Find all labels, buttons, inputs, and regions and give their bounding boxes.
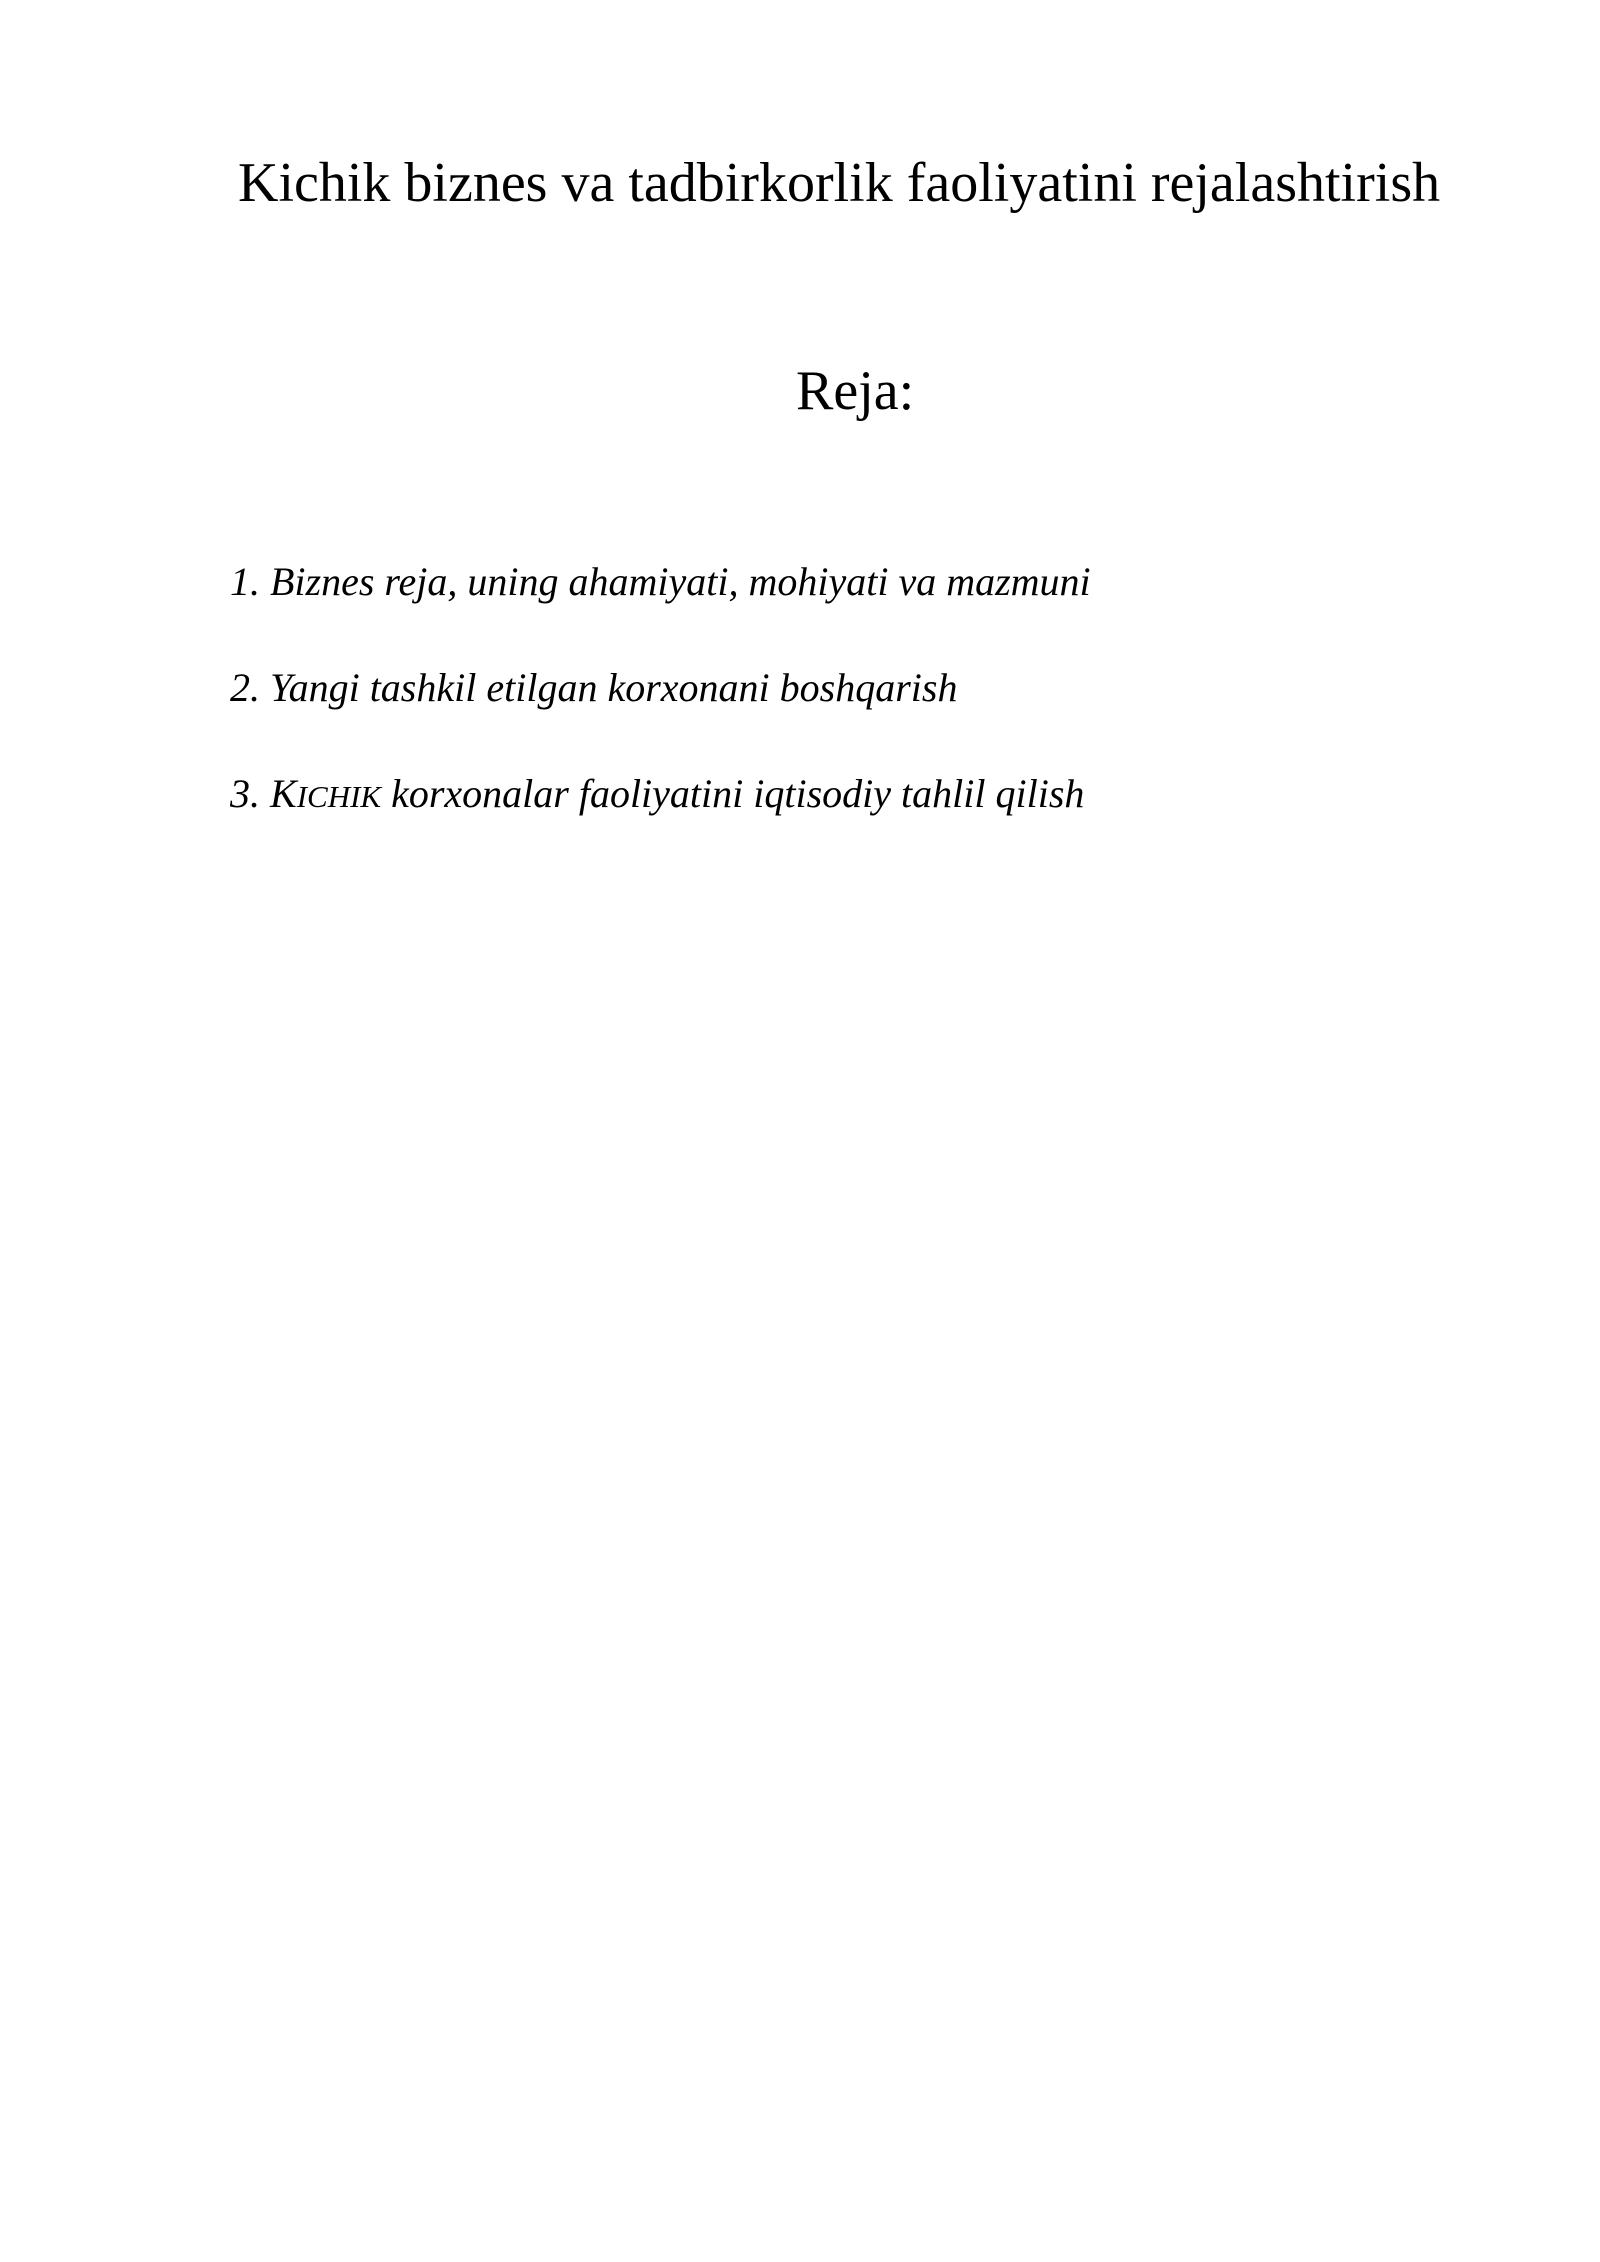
plan-item-text: Biznes reja, uning ahamiyati, mohiyati va mazmuni xyxy=(270,559,1091,604)
plan-item-text: Yangi tashkil etilgan korxonani boshqarish xyxy=(270,665,958,710)
plan-item-text: korxonalar faoliyatini iqtisodiy tahlil qilish xyxy=(391,771,1085,816)
plan-item-smallcaps: ICHIK xyxy=(296,779,382,814)
plan-item-initial: K xyxy=(270,771,297,816)
plan-list xyxy=(230,559,1091,883)
plan-item-2 xyxy=(230,665,1091,710)
plan-heading: Reja: xyxy=(796,360,915,422)
plan-item-1 xyxy=(230,559,1091,604)
document-title: Kichik biznes va tadbirkorlik faoliyatini rejalashtirish xyxy=(238,152,1441,214)
plan-item-3 xyxy=(230,771,1091,817)
plan-item-number: 1. xyxy=(230,559,260,604)
plan-item-number: 2. xyxy=(230,665,260,710)
plan-item-number: 3. xyxy=(230,771,260,816)
